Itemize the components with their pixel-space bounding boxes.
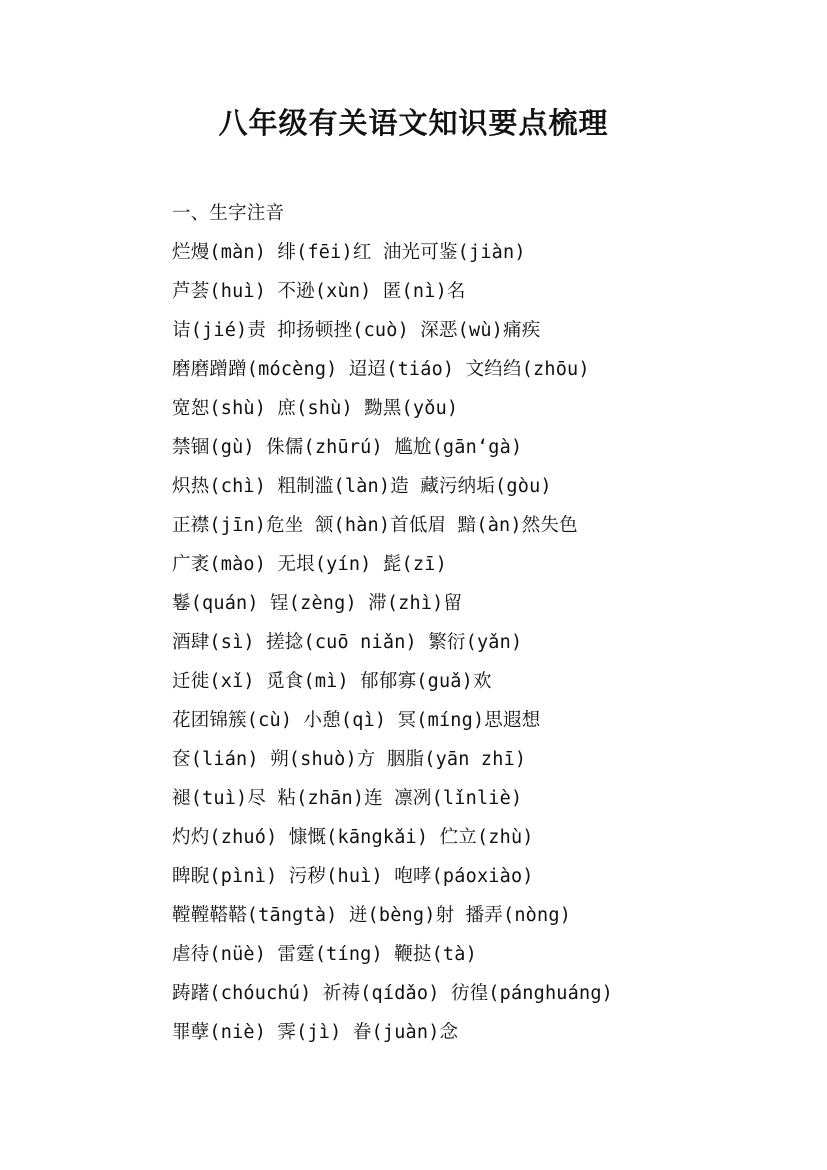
vocab-line: 广袤(mào) 无垠(yín) 髭(zī) [172, 554, 447, 575]
vocab-line: 灼灼(zhuó) 慷慨(kāngkǎi) 伫立(zhù) [172, 827, 534, 848]
vocab-line: 鞺鞺鞳鞳(tāngtà) 迸(bèng)射 播弄(nòng) [172, 905, 572, 926]
vocab-line: 罪孽(niè) 霁(jì) 眷(juàn)念 [172, 1022, 459, 1043]
vocab-line: 花团锦簇(cù) 小憩(qì) 冥(míng)思遐想 [172, 710, 541, 731]
vocab-line: 鬈(quán) 锃(zèng) 滞(zhì)留 [172, 593, 463, 614]
vocab-line: 禁锢(gù) 侏儒(zhūrú) 尴尬(gān‘gà) [172, 437, 523, 458]
vocab-line: 踌躇(chóuchú) 祈祷(qídǎo) 彷徨(pánghuáng) [172, 983, 614, 1004]
vocab-line: 宽恕(shù) 庶(shù) 黝黑(yǒu) [172, 398, 459, 419]
vocab-line: 奁(lián) 朔(shuò)方 胭脂(yān zhī) [172, 749, 527, 770]
vocab-line: 正襟(jīn)危坐 颔(hàn)首低眉 黯(àn)然失色 [172, 515, 578, 536]
vocab-line: 芦荟(huì) 不逊(xùn) 匿(nì)名 [172, 281, 466, 302]
vocab-line: 迁徙(xǐ) 觅食(mì) 郁郁寡(guǎ)欢 [172, 671, 492, 692]
vocab-line: 炽热(chì) 粗制滥(làn)造 藏污纳垢(gòu) [172, 476, 552, 497]
document-title: 八年级有关语文知识要点梳理 [218, 106, 609, 140]
document-body [172, 194, 792, 1052]
vocab-line: 烂熳(màn) 绯(fēi)红 油光可鉴(jiàn) [172, 242, 526, 263]
vocab-line: 褪(tuì)尽 粘(zhān)连 凛冽(lǐnliè) [172, 788, 523, 809]
vocab-line: 虐待(nüè) 雷霆(tíng) 鞭挞(tà) [172, 944, 477, 965]
vocab-line: 诘(jié)责 抑扬顿挫(cuò) 深恶(wù)痛疾 [172, 320, 541, 341]
vocab-line: 睥睨(pìnì) 污秽(huì) 咆哮(páoxiào) [172, 866, 534, 887]
vocab-line: 酒肆(sì) 搓捻(cuō niǎn) 繁衍(yǎn) [172, 632, 523, 653]
section-heading: 一、生字注音 [172, 203, 285, 224]
vocab-line: 磨磨蹭蹭(mócèng) 迢迢(tiáo) 文绉绉(zhōu) [172, 359, 590, 380]
